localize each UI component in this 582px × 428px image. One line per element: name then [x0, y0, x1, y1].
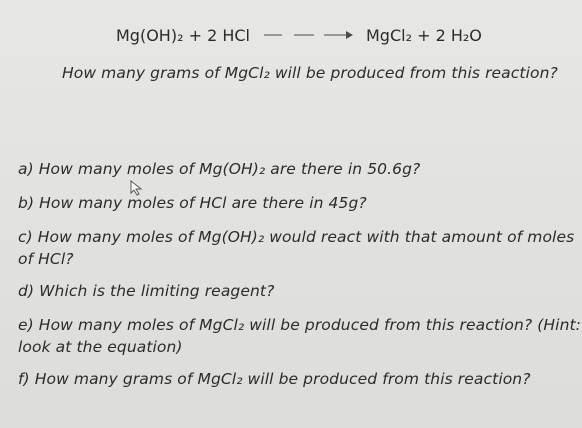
intro-question: How many grams of MgCl₂ will be produced from this reaction? [62, 64, 558, 82]
question-b: b) How many moles of HCl are there in 45g? [18, 194, 367, 212]
question-a: a) How many moles of Mg(OH)₂ are there in 50.6g? [18, 160, 421, 178]
equation-products: MgCl₂ + 2 H₂O [366, 26, 482, 45]
question-e-line-2: look at the equation) [18, 338, 183, 356]
chemical-equation [116, 26, 482, 52]
reaction-arrow-icon [262, 26, 354, 44]
question-f: f) How many grams of MgCl₂ will be produced from this reaction? [18, 370, 531, 388]
equation-reactants: Mg(OH)₂ + 2 HCl [116, 26, 250, 45]
question-d: d) Which is the limiting reagent? [18, 282, 275, 300]
question-c-line-1: c) How many moles of Mg(OH)₂ would react with that amount of moles [18, 228, 575, 246]
question-c-line-2: of HCl? [18, 250, 74, 268]
mouse-pointer-icon [130, 180, 144, 196]
question-e-line-1: e) How many moles of MgCl₂ will be produced from this reaction? (Hint: [18, 316, 582, 334]
